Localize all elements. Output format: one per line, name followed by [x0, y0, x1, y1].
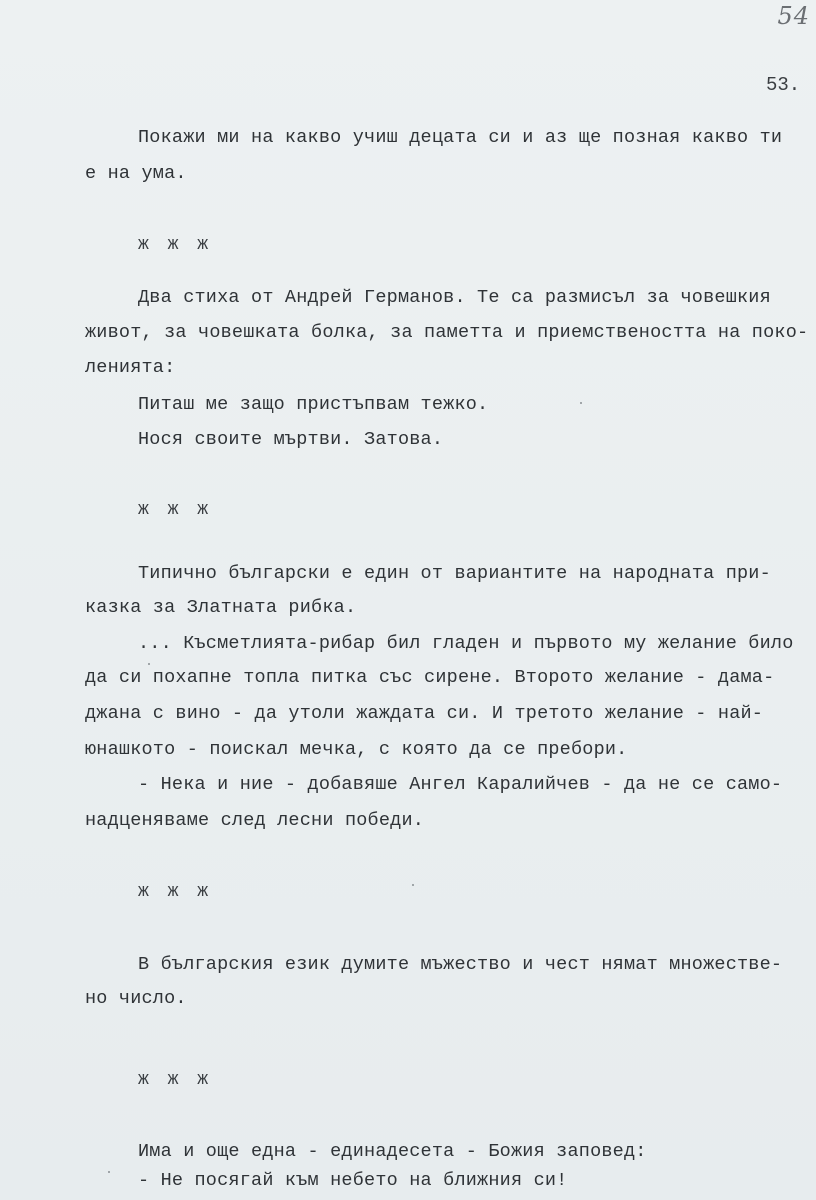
paragraph-2-line-2: живот, за човешката болка, за паметта и приемствеността на поко-: [85, 322, 809, 343]
section-separator: ж ж ж: [138, 882, 213, 902]
paragraph-3-line-1: Типично български е един от вариантите на народната при-: [138, 563, 771, 584]
verse-line-1: Питаш ме защо пристъпвам тежко.: [138, 394, 489, 415]
paragraph-3-line-2: казка за Златната рибка.: [85, 597, 357, 618]
paragraph-1-line-1: Покажи ми на какво учиш децата си и аз ще позная какво ти: [138, 127, 783, 148]
paper-speck: [580, 402, 582, 404]
paragraph-2-line-3: ленията:: [85, 357, 176, 378]
paragraph-3-line-3: ... Късметлията-рибар бил гладен и първото му желание било: [138, 633, 794, 654]
paragraph-2-line-1: Два стиха от Андрей Германов. Те са размисъл за човешкия: [138, 287, 771, 308]
paragraph-3-line-8: надценяваме след лесни победи.: [85, 810, 425, 831]
paragraph-4-line-1: В българския език думите мъжество и чест нямат множестве-: [138, 954, 783, 975]
paragraph-3-line-6: юнашкото - поискал мечка, с която да се пребори.: [85, 739, 628, 760]
paragraph-3-line-5: джана с вино - да утоли жаждата си. И третото желание - най-: [85, 703, 764, 724]
paragraph-3-line-4: да си похапне топла питка със сирене. Второто желание - дама-: [85, 667, 775, 688]
paragraph-3-line-7: - Нека и ние - добавяше Ангел Каралийчев - да не се само-: [138, 774, 783, 795]
section-separator: ж ж ж: [138, 1070, 213, 1090]
typed-page-number: 53.: [766, 74, 801, 96]
paragraph-4-line-2: но число.: [85, 988, 187, 1009]
paper-speck: [412, 884, 414, 886]
handwritten-page-number: 54: [777, 2, 810, 30]
paper-speck: [148, 663, 150, 665]
paragraph-5-line-1: Има и още една - единадесета - Божия заповед:: [138, 1141, 647, 1162]
section-separator: ж ж ж: [138, 235, 213, 255]
paper-speck: [108, 1171, 110, 1173]
verse-line-2: Нося своите мъртви. Затова.: [138, 429, 444, 450]
paragraph-1-line-2: е на ума.: [85, 163, 187, 184]
paragraph-5-line-2: - Не посягай към небето на ближния си!: [138, 1170, 568, 1191]
section-separator: ж ж ж: [138, 500, 213, 520]
